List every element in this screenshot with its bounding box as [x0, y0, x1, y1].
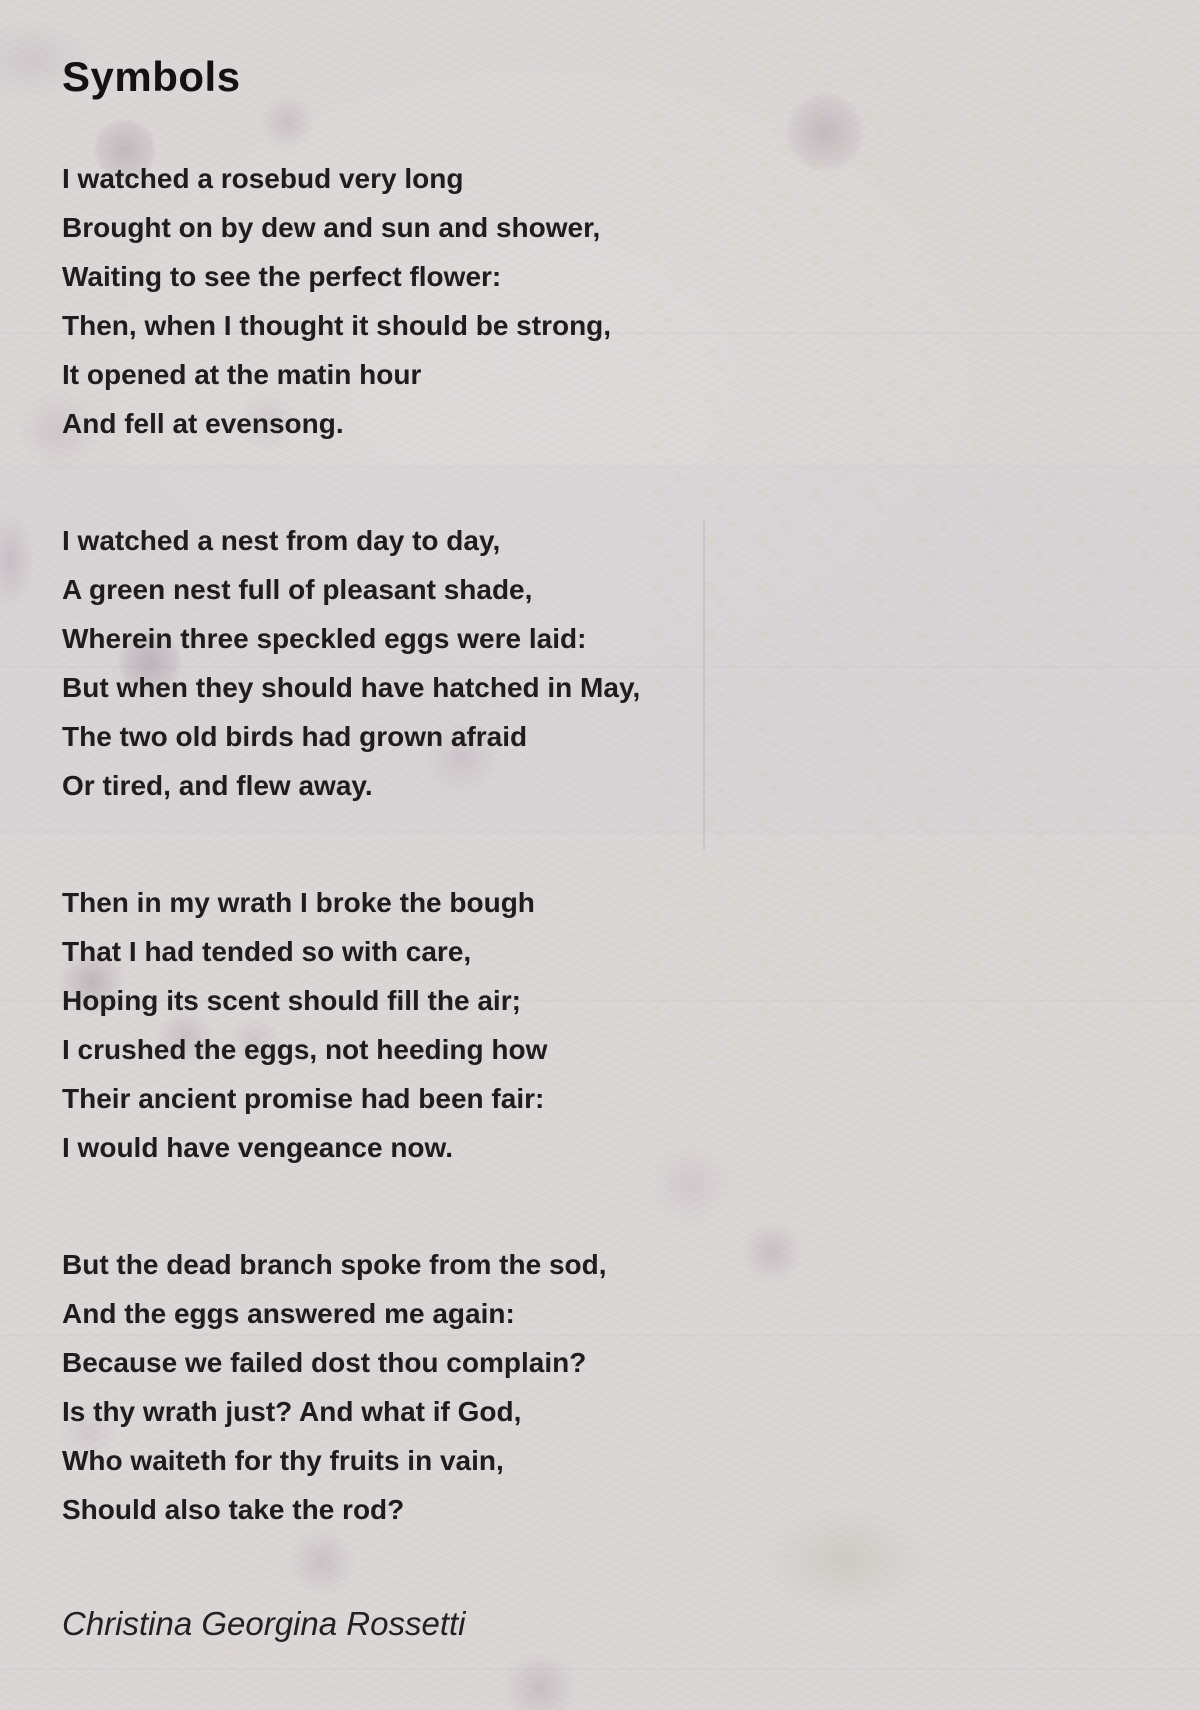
poem-line: Who waiteth for thy fruits in vain, [62, 1445, 504, 1476]
stanza-4 [62, 1240, 1142, 1534]
poem-line: Brought on by dew and sun and shower, [62, 212, 601, 243]
poem-line: But when they should have hatched in May, [62, 672, 641, 703]
poem-line: Then in my wrath I broke the bough [62, 887, 535, 918]
poem-line: A green nest full of pleasant shade, [62, 574, 533, 605]
poem-author: Christina Georgina Rossetti [62, 1605, 466, 1642]
poem-line: Because we failed dost thou complain? [62, 1347, 587, 1378]
poem-line: Hoping its scent should fill the air; [62, 985, 521, 1016]
poem-line: I would have vengeance now. [62, 1132, 454, 1163]
poem-line: Their ancient promise had been fair: [62, 1083, 545, 1114]
poem-line: And fell at evensong. [62, 408, 344, 439]
poem-line: I watched a rosebud very long [62, 163, 464, 194]
poem-line: I watched a nest from day to day, [62, 525, 501, 556]
poem-line: Waiting to see the perfect flower: [62, 261, 502, 292]
poem-line: But the dead branch spoke from the sod, [62, 1249, 607, 1280]
poem-line: Wherein three speckled eggs were laid: [62, 623, 587, 654]
stanza-1 [62, 154, 1142, 448]
poem-line: Or tired, and flew away. [62, 770, 373, 801]
poem-title: Symbols [62, 53, 241, 100]
poem-line: And the eggs answered me again: [62, 1298, 515, 1329]
stanza-2 [62, 516, 1142, 810]
poem-content [62, 54, 1142, 1644]
poem-line: Is thy wrath just? And what if God, [62, 1396, 522, 1427]
poem-line: Then, when I thought it should be strong, [62, 310, 612, 341]
poem-line: I crushed the eggs, not heeding how [62, 1034, 548, 1065]
poem-line: That I had tended so with care, [62, 936, 472, 967]
stanza-3 [62, 878, 1142, 1172]
poem-line: The two old birds had grown afraid [62, 721, 528, 752]
poem-line: It opened at the matin hour [62, 359, 422, 390]
poem-line: Should also take the rod? [62, 1494, 405, 1525]
